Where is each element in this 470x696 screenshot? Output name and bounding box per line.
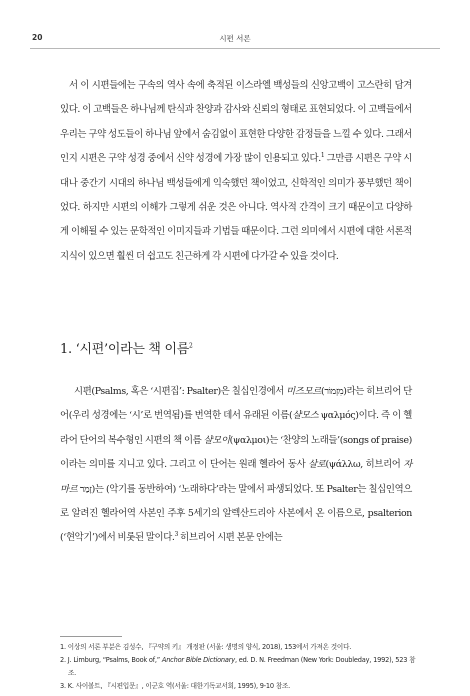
para2-text-2: (מִזְמוֹר)라는 히브리어 단어(우리 성경에는 ‘시’로 번역됨)를 번역한 데서 유래된 이름( [60, 386, 412, 422]
para2-text-4: (ψαλμοι)는 ‘찬양의 노래들’(songs of praise)이라는 의미를 지니고 있다. 그리고 이 단어는 원래 헬라어 동사 [60, 434, 412, 471]
intro-paragraph [60, 74, 412, 269]
para2-text-5: (ψάλλω, 히브리어 [325, 459, 404, 471]
section-heading [60, 338, 193, 357]
para2-text-7: 히브리어 시편 본문 안에는 [178, 532, 283, 544]
footnote-ref-1[interactable]: 1 [320, 152, 325, 160]
footnote-3: 3. K. 사이볼트, 『시편입문』, 이군호 역(서울: 대한기독교서회, 1995), 9-10 참조. [60, 682, 291, 690]
section-title: 1. ‘시편’이라는 책 이름 [60, 342, 190, 357]
footnotes [60, 641, 416, 693]
footnote-ref-3[interactable]: 3 [174, 531, 179, 539]
para2-text-6: זָמַר)는 (악기를 동반하여) ‘노래하다’라는 말에서 파생되었다. 또 Psalter는 칠십인역으로 알려진 헬라어역 사본인 주후 5세기의 알렉산드리아 사본에서 온 이름으로, psalterion (‘현악기’)에서 비롯된 말이다. [60, 483, 412, 544]
para2-text-3: ψαλμός)이다. 즉 이 헬라어 단어의 복수형인 시편의 책 이름 [60, 410, 412, 446]
term-psallo: 살로 [308, 459, 326, 471]
para2-text-1: 시편(Psalms, 혹은 ‘시편집’: Psalter)은 칠십인경에서 [74, 386, 287, 397]
footnote-2-source: Anchor Bible Dictionary [161, 656, 235, 664]
term-zamar: 자마르 [60, 459, 412, 495]
footnote-1: 1. 이상의 서론 부분은 김성수, 『구약의 키』 개정판 (서울: 생명의 양식, 2018), 153에서 가져온 것이다. [60, 643, 352, 651]
running-title: 시편 서론 [219, 34, 251, 43]
term-mizmor: 미즈모르 [286, 386, 321, 397]
term-psalmoi: 샬모이 [203, 434, 230, 446]
intro-text-a: 서 이 시편들에는 구속의 역사 속에 축적된 이스라엘 백성들의 신앙고백이 고스란히 담겨 있다. 이 고백들은 하나님께 탄식과 찬양과 감사와 신뢰의 형태로 표현되었다. 이 고백들에서 우리는 구약 성도들이 하나님 앞에서 숨김없이 표현한 다양한 감정들을 느낄 수 있다. 그래서인지 시편은 구약 성경 중에서 신약 성경에 가장 많이 인용되고 있다. [60, 80, 412, 165]
footnote-2-text-b: , ed. D. N. Freedman (New York: Doubleday, 1992), 523 참조. [68, 656, 416, 677]
footnote-2 [60, 654, 416, 680]
footnote-divider [60, 636, 122, 637]
psalms-name-paragraph [60, 380, 412, 551]
footnote-2-text-a: 2. J. Limburg, “Psalms, Book of,” [60, 656, 162, 664]
footnote-ref-2[interactable]: 2 [189, 342, 193, 350]
page-number: 20 [32, 33, 43, 42]
term-psalmos: 샬모스 [292, 410, 319, 422]
running-header [30, 28, 440, 49]
intro-text-b: 그만큼 시편은 구약 시대나 중간기 시대의 하나님 백성들에게 익숙했던 책이었고, 신학적인 의미가 풍부했던 책이었다. 하지만 시편의 이해가 그렇게 쉬운 것은 아니다. 역사적 간격이 크기 때문이고 다양하게 이해될 수 있는 문학적인 이미지들과 기법들 때문이다. 그런 의미에서 시편에 대한 서론적 지식이 있으면 훨씬 더 쉽고도 친근하게 각 시편에 다가갈 수 있을 것이다. [60, 153, 412, 262]
